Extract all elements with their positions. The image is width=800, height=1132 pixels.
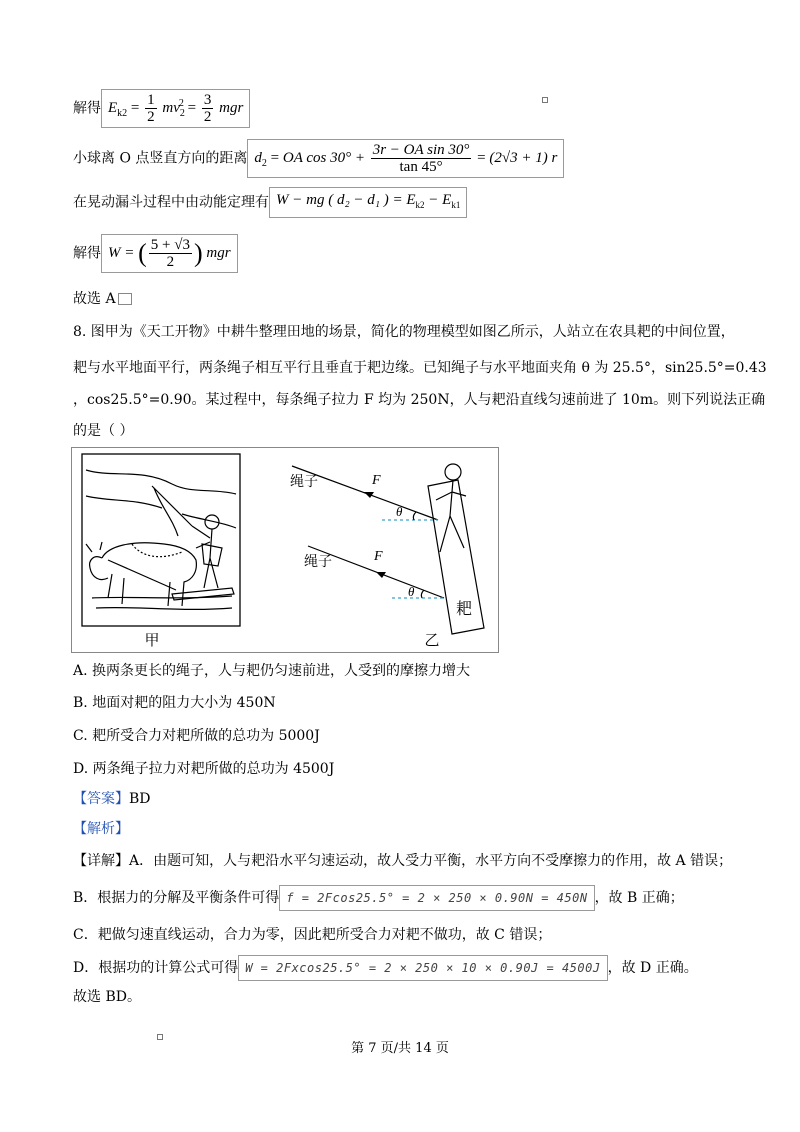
q8-line-3: ，cos25.5°=0.90。某过程中，每条绳子拉力 F 均为 250N，人与耙沿直线匀速前进了 10m。则下列说法正确	[73, 392, 766, 408]
label-jia: 甲	[144, 631, 160, 649]
formula-friction: f = 2Fcos25.5° = 2 × 250 × 0.90N = 450N	[279, 885, 594, 911]
solution-line-3: 在晃动漏斗过程中由动能定理有 W − mg ( d₂ − d₁ ) = $E_{k2} - E_{k1}$	[73, 187, 467, 218]
label-yi: 乙	[424, 631, 440, 649]
ox-illustration	[86, 470, 236, 609]
solution-line-2: 小球离 O 点竖直方向的距离 $d_2$ = OA cos 30° + $\frac{\text{3r − OA sin 30°}}{\tan 45^\circ}$ = (2√3 + 1) r	[73, 139, 564, 178]
solution-line-1: 解得 $E_{k2}$ = $\frac{1}{2}$ $mv_2^2$ = $\frac{3}{2}$ mgr	[73, 89, 250, 128]
detail-tag: 【详解】	[73, 853, 129, 869]
q8-line-4: 的是（ ）	[73, 423, 134, 439]
q8-line-1: 8. 图甲为《天工开物》中耕牛整理田地的场景，简化的物理模型如图乙所示，人站立在农具耙的中间位置，	[73, 324, 735, 340]
figure-svg	[72, 448, 498, 652]
person-head	[445, 464, 461, 480]
option-a: A. 换两条更长的绳子，人与耙仍匀速前进，人受到的摩擦力增大	[73, 663, 471, 679]
formula-energy-theorem: W − mg ( d₂ − d₁ ) = $E_{k2} - E_{k1}$	[269, 187, 467, 218]
formula-ek2: $E_{k2}$ = $\frac{1}{2}$ $mv_2^2$ = $\frac{3}{2}$ mgr	[101, 89, 250, 128]
detail-a: 【详解】A．由题可知，人与耙沿水平匀速运动，故人受力平衡，水平方向不受摩擦力的作用，故 A 错误；	[73, 853, 733, 869]
label-theta-1: θ	[396, 504, 403, 519]
marker-square	[542, 97, 548, 103]
q8-line-2: 耙与水平地面平行，两条绳子相互平行且垂直于耙边缘。已知绳子与水平地面夹角 θ 为 25.5°，sin25.5°=0.43	[73, 360, 767, 376]
option-b: B. 地面对耙的阻力大小为 450N	[73, 695, 276, 711]
label-harrow: 耙	[456, 599, 473, 618]
angle-arc-2	[421, 590, 424, 598]
answer-line	[73, 789, 151, 809]
detail-b: B．根据力的分解及平衡条件可得 f = 2Fcos25.5° = 2 × 250 × 0.90N = 450N ，故 B 正确；	[73, 885, 684, 911]
choose-a: 故选 A	[73, 289, 132, 309]
angle-arc-1	[413, 512, 416, 520]
label-force-2: F	[374, 549, 383, 564]
page-footer: 第 7 页/共 14 页	[351, 1041, 449, 1056]
force-arrow-1	[364, 492, 374, 498]
choose-bd: 故选 BD。	[73, 989, 141, 1005]
label-theta-2: θ	[408, 584, 415, 599]
person-body	[436, 480, 466, 552]
answer-tag: 【答案】	[73, 791, 129, 807]
formula-d2: $d_2$ = OA cos 30° + $\frac{\text{3r − OA sin 30°}}{\tan 45^\circ}$ = (2√3 + 1) r	[247, 139, 564, 178]
label-rope-1: 绳子	[290, 474, 318, 490]
option-d: D. 两条绳子拉力对耙所做的总功为 4500J	[73, 761, 335, 777]
formula-work: W = 2Fxcos25.5° = 2 × 250 × 10 × 0.90J = 4500J	[238, 955, 607, 981]
formula-w: W = ( $\frac{5 + √3}{2}$ ) mgr	[101, 234, 238, 273]
figure-ox-harrow	[71, 447, 499, 653]
solution-line-4: 解得 W = ( $\frac{5 + √3}{2}$ ) mgr	[73, 234, 238, 273]
label-force-1: F	[372, 473, 381, 488]
analysis-line	[73, 819, 129, 839]
detail-c: C．耙做匀速直线运动，合力为零，因此耙所受合力对耙不做功，故 C 错误；	[73, 927, 552, 943]
analysis-tag: 【解析】	[73, 821, 129, 837]
detail-d: D．根据功的计算公式可得 W = 2Fxcos25.5° = 2 × 250 × 10 × 0.90J = 4500J ，故 D 正确。	[73, 955, 698, 981]
option-c: C. 耙所受合力对耙所做的总功为 5000J	[73, 728, 320, 744]
answer-value: BD	[129, 791, 151, 807]
label-rope-2: 绳子	[304, 554, 332, 570]
